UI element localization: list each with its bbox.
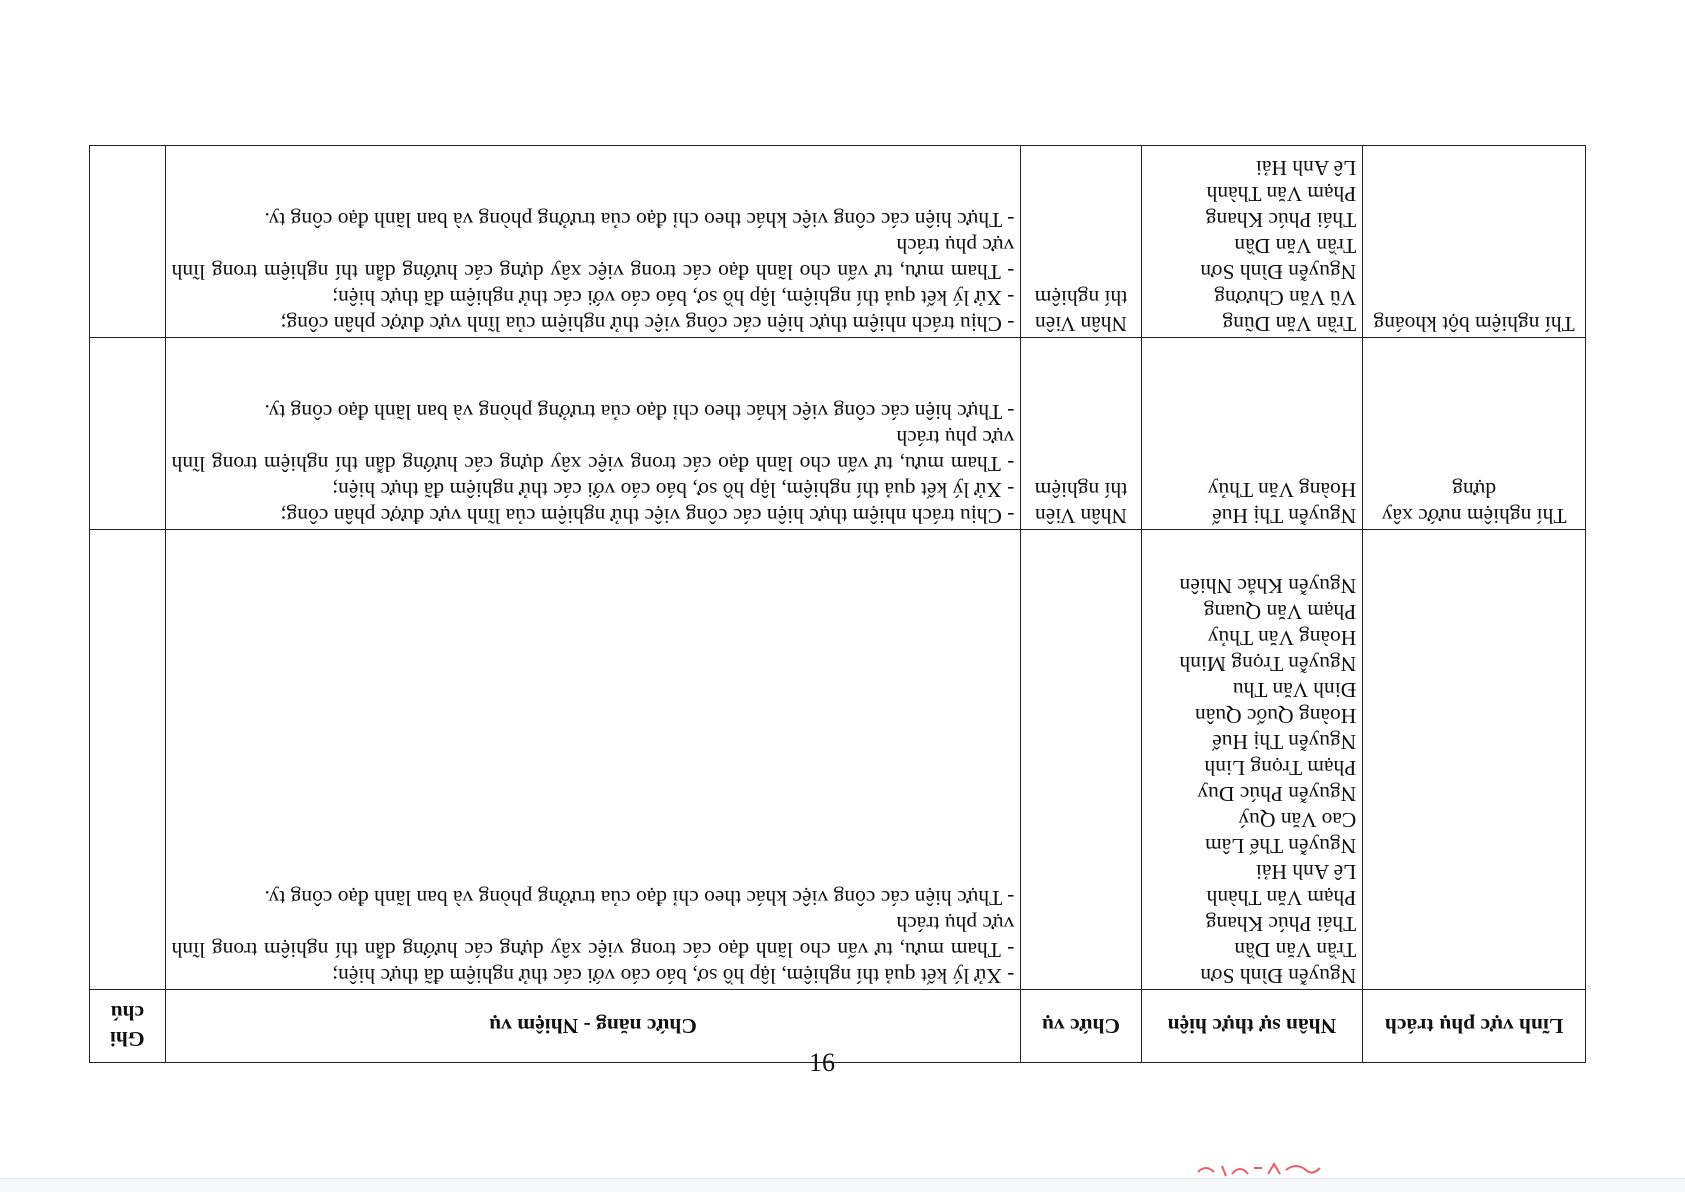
staff-cell	[1141, 146, 1363, 338]
staff-name: Thái Phúc Khang	[1205, 912, 1357, 936]
staff-name: Lê Anh Hải	[1255, 156, 1357, 180]
position-cell: Nhân Viên thí nghiệm	[1021, 146, 1141, 338]
staff-name: Lê Anh Hải	[1255, 860, 1357, 884]
staff-name: Đinh Văn Thu	[1232, 678, 1357, 702]
duty-item: - Chịu trách nhiệm thực hiện các công việc thử nghiệm của lĩnh vực được phân công;	[280, 312, 1015, 336]
staff-cell	[1141, 338, 1363, 530]
staff-name: Nguyễn Thị Huế	[1212, 504, 1357, 528]
duty-item: - Xử lý kết quả thí nghiệm, lập hồ sơ, báo cáo với các thử nghiệm đã thực hiện;	[332, 286, 1015, 310]
staff-name: Nguyễn Thế Lâm	[1205, 834, 1357, 858]
staff-name: Vũ Văn Chương	[1214, 286, 1357, 310]
duty-item: - Tham mưu, tư vấn cho lãnh đạo các trong việc xây dựng các hướng dẫn thí nghiệm trong lĩnh vực phụ trách	[171, 426, 1015, 476]
duties-cell	[165, 146, 1021, 338]
duties-cell	[165, 530, 1021, 990]
duty-item: - Thực hiện các công việc khác theo chỉ đạo của trưởng phòng và ban lãnh đạo công ty.	[264, 886, 1015, 910]
position-cell: Nhân Viên thí nghiệm	[1021, 338, 1141, 530]
staff-name: Nguyễn Đình Sơn	[1200, 260, 1357, 284]
table-row	[90, 530, 1586, 990]
field-cell	[1363, 530, 1586, 990]
duty-item: - Chịu trách nhiệm thực hiện các công việc thử nghiệm của lĩnh vực được phân công;	[280, 504, 1015, 528]
position-cell	[1021, 530, 1141, 990]
duties-cell	[165, 338, 1021, 530]
staff-name: Trần Văn Dần	[1234, 938, 1357, 962]
duty-item: - Thực hiện các công việc khác theo chỉ đạo của trưởng phòng và ban lãnh đạo công ty.	[264, 400, 1015, 424]
duty-item: - Tham mưu, tư vấn cho lãnh đạo các trong việc xây dựng các hướng dẫn thí nghiệm trong lĩnh vực phụ trách	[171, 234, 1015, 284]
duty-item: - Xử lý kết quả thí nghiệm, lập hồ sơ, báo cáo với các thử nghiệm đã thực hiện;	[332, 964, 1015, 988]
header-duties: Chức năng - Nhiệm vụ	[165, 990, 1021, 1063]
table-body	[90, 146, 1586, 990]
duty-item: - Xử lý kết quả thí nghiệm, lập hồ sơ, báo cáo với các thử nghiệm đã thực hiện;	[332, 478, 1015, 502]
header-note: Ghi chú	[90, 990, 166, 1063]
staff-name: Hoàng Văn Thủy	[1207, 478, 1357, 502]
staff-name: Phạm Trọng Linh	[1204, 756, 1357, 780]
staff-name: Phạm Văn Thành	[1206, 182, 1357, 206]
staff-name: Nguyễn Phúc Duy	[1197, 782, 1357, 806]
table-row	[90, 146, 1586, 338]
field-cell: Thí nghiệm bột khoáng	[1363, 146, 1586, 338]
staff-name: Cao Văn Quý	[1238, 808, 1357, 832]
duty-item: - Tham mưu, tư vấn cho lãnh đạo các trong việc xây dựng các hướng dẫn thí nghiệm trong lĩnh vực phụ trách	[171, 912, 1015, 962]
responsibility-table	[89, 145, 1586, 1063]
page-number: 16	[809, 1048, 835, 1077]
header-field: Lĩnh vực phụ trách	[1363, 990, 1586, 1063]
staff-name: Nguyễn Thị Huế	[1212, 730, 1357, 754]
staff-name: Trần Văn Dũng	[1222, 312, 1357, 336]
note-cell	[90, 146, 166, 338]
staff-name: Nguyễn Trọng Minh	[1179, 652, 1357, 676]
staff-name: Phạm Văn Quang	[1203, 600, 1357, 624]
staff-name: Hoàng Văn Thủy	[1207, 626, 1357, 650]
staff-cell	[1141, 530, 1363, 990]
table-row	[90, 338, 1586, 530]
note-cell	[90, 530, 166, 990]
field-cell: Thí nghiệm nước xây dựng	[1363, 338, 1586, 530]
staff-name: Hoàng Quốc Quân	[1195, 704, 1357, 728]
staff-name: Nguyễn Đình Sơn	[1200, 964, 1357, 988]
header-staff: Nhân sự thực hiện	[1141, 990, 1363, 1063]
header-position: Chức vụ	[1021, 990, 1141, 1063]
staff-name: Nguyễn Khắc Nhiên	[1179, 574, 1357, 598]
note-cell	[90, 338, 166, 530]
staff-name: Thái Phúc Khang	[1205, 208, 1357, 232]
staff-name: Phạm Văn Thành	[1206, 886, 1357, 910]
duty-item: - Thực hiện các công việc khác theo chỉ đạo của trưởng phòng và ban lãnh đạo công ty.	[264, 208, 1015, 232]
staff-name: Trần Văn Dần	[1234, 234, 1357, 258]
